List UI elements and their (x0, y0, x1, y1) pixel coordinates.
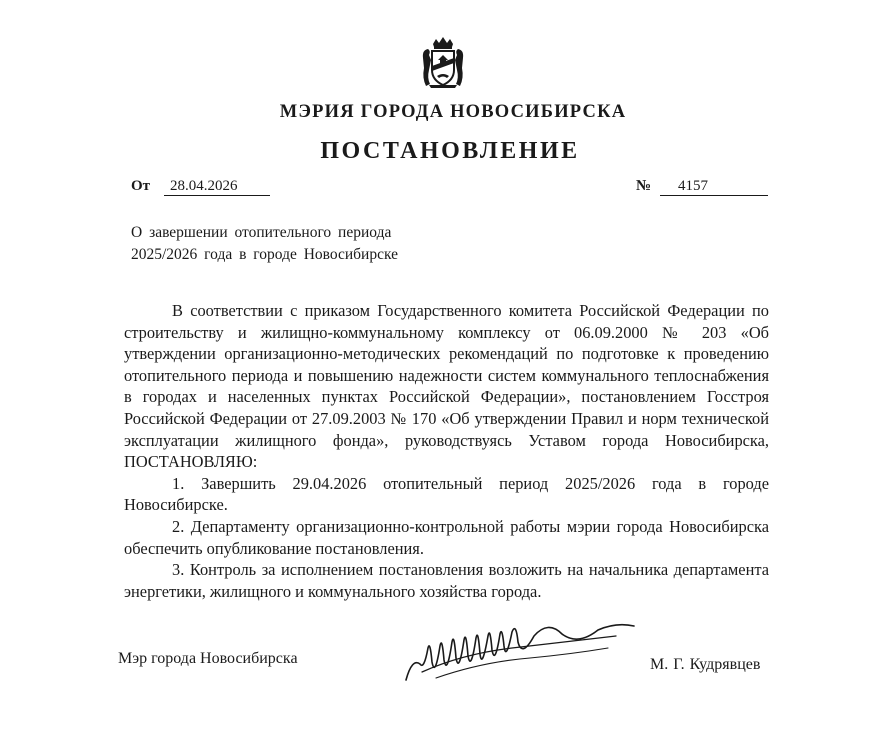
preamble-paragraph: В соответствии с приказом Государственного комитета Российской Федерации по строительству и жилищно-коммунальному комплексу от 06.09.2000 № 203 «Об утверждении организационно-методических рекомендаций по подготовке к проведению отопительного периода и повышению надежности систем коммунального теплоснабжения в городах и населенных пунктах Российской Федерации», постановлением Госстроя Российской Федерации от 27.09.2003 № 170 «Об утверждении Правил и норм технической эксплуатации жилищного фонда», руководствуясь Уставом города Новосибирска, ПОСТАНОВЛЯЮ: (124, 301, 769, 472)
number-value: 4157 (660, 178, 768, 196)
number-label: № (636, 178, 652, 194)
organization-title: МЭРИЯ ГОРОДА НОВОСИБИРСКА (279, 102, 627, 122)
date-label: От (131, 178, 151, 194)
subject-block (131, 222, 461, 266)
decree-body (124, 300, 769, 602)
handwritten-signature-icon (402, 618, 638, 688)
signatory-title: Мэр города Новосибирска (118, 650, 298, 667)
subject-line: 2025/2026 года в городе Новосибирске (131, 246, 399, 263)
document-type-title: ПОСТАНОВЛЕНИЕ (320, 138, 580, 164)
subject-line: О завершении отопительного периода (131, 224, 392, 241)
decree-item-2: 2. Департаменту организационно-контрольной работы мэрии города Новосибирска обеспечить опубликование постановления. (124, 516, 769, 558)
decree-item-1: 1. Завершить 29.04.2026 отопительный период 2025/2026 года в городе Новосибирске. (124, 473, 769, 515)
date-value: 28.04.2026 (164, 178, 270, 196)
signatory-name: М. Г. Кудрявцев (650, 656, 761, 673)
coat-of-arms-icon (421, 36, 465, 90)
decree-item-3: 3. Контроль за исполнением постановления возложить на начальника департамента энергетики, жилищного и коммунального хозяйства города. (124, 560, 769, 601)
